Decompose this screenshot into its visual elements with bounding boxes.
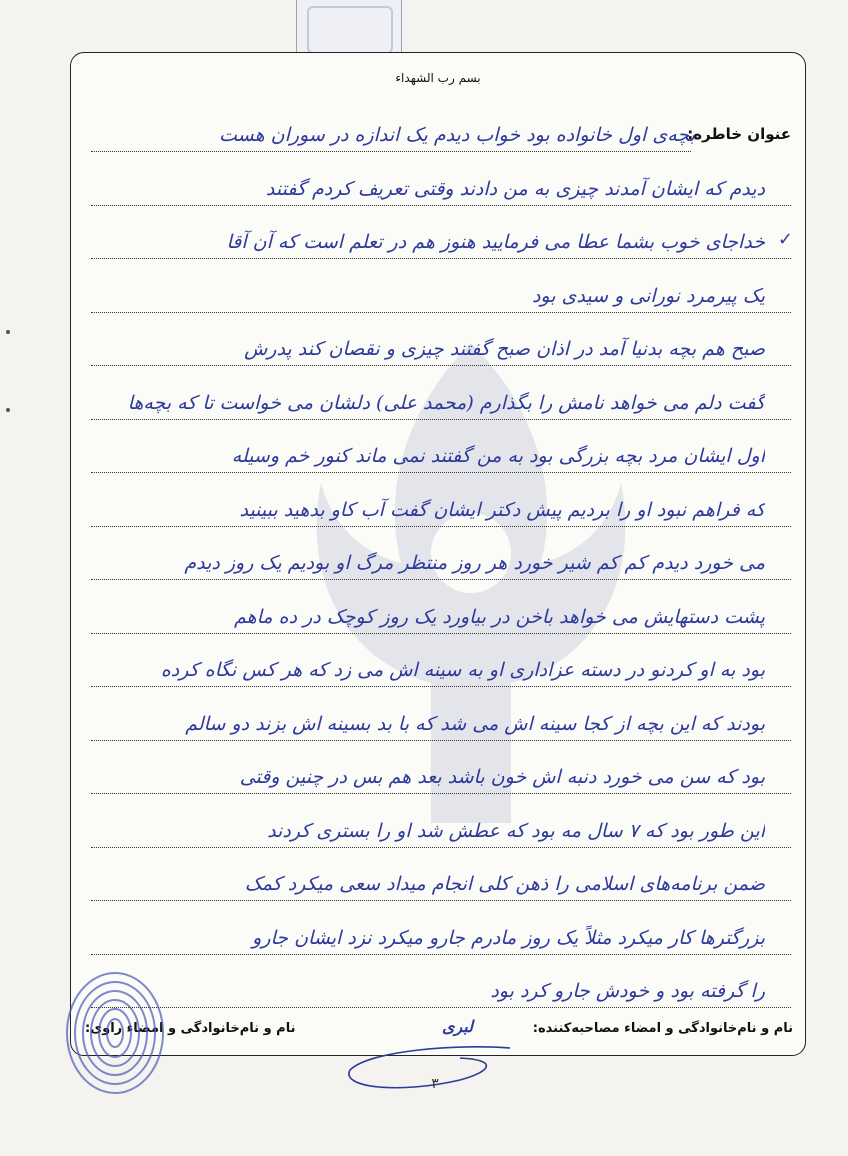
handwritten-line: خداجای خوب بشما عطا می فرمایید هنوز هم در تعلم است که آن آقا xyxy=(226,231,765,253)
punch-hole xyxy=(6,408,10,412)
ruled-line xyxy=(91,847,791,848)
ruled-line xyxy=(91,793,791,794)
handwritten-line: بزرگترها کار میکرد مثلاً یک روز مادرم جارو میکرد نزد ایشان جارو xyxy=(252,926,765,949)
ruled-line xyxy=(91,900,791,901)
ruled-line xyxy=(91,526,791,527)
handwritten-line: که فراهم نبود او را بردیم پیش دکتر ایشان گفت آب کاو بدهید ببینید xyxy=(239,498,765,521)
handwritten-line: یک پیرمرد نورانی و سیدی بود xyxy=(531,284,765,307)
stamp-mark xyxy=(307,6,393,54)
handwritten-line: می خورد دیدم کم کم شیر خورد هر روز منتظر مرگ او بودیم یک روز دیدم xyxy=(184,552,765,574)
punch-hole xyxy=(6,330,10,334)
handwritten-line: بود که سن می خورد دنبه اش خون باشد بعد هم بس در چنین وقتی xyxy=(239,766,765,788)
memoir-form xyxy=(70,52,806,1056)
handwritten-line: اول ایشان مرد بچه بزرگی بود به من گفتند نمی ماند کنور خم وسیله xyxy=(231,445,765,467)
ruled-line xyxy=(91,954,791,955)
interviewer-label: نام و نام‌خانوادگی و امضاء مصاحبه‌کننده: xyxy=(532,1021,793,1036)
ruled-line xyxy=(91,1007,791,1008)
ruled-line xyxy=(91,258,791,259)
handwritten-line: دیدم که ایشان آمدند چیزی به من دادند وقتی تعریف کردم گفتند xyxy=(265,177,765,200)
page-number: ۳ xyxy=(431,1076,439,1092)
ruled-line xyxy=(91,740,791,741)
ruled-line xyxy=(91,633,791,634)
handwritten-line: را گرفته بود و خودش جارو کرد بود xyxy=(490,980,765,1002)
ruled-line xyxy=(91,365,791,366)
topic-label: عنوان خاطره: xyxy=(687,125,791,143)
handwritten-line: بچه‌ی اول خانواده بود خواب دیدم یک اندازه در سوران هست xyxy=(218,124,695,146)
handwritten-line: ضمن برنامه‌های اسلامی را ذهن کلی انجام میداد سعی میکرد کمک xyxy=(244,873,765,895)
fingerprint xyxy=(60,968,170,1098)
check-mark-icon: ✓ xyxy=(777,229,793,250)
archive-stamp xyxy=(296,0,402,59)
handwritten-line: صبح هم بچه بدنیا آمد در اذان صبح گفتند چیزی و نقصان کند پدرش xyxy=(244,338,765,360)
handwritten-line: بود به او کردنو در دسته عزاداری او به سینه اش می زد که هر کس نگاه کرده xyxy=(160,659,765,681)
handwritten-line: گفت دلم می خواهد نامش را بگذارم (محمد علی) دلشان می خواست تا که بچه‌ها xyxy=(127,391,765,414)
ruled-line xyxy=(91,579,791,580)
handwritten-line: پشت دستهایش می خواهد باخن در بیاورد یک روز کوچک در ده ماهم xyxy=(233,605,765,628)
ruled-line xyxy=(91,151,691,152)
narrator-label: نام و نام‌خانوادگی و امضاء راوی: xyxy=(85,1021,296,1036)
handwritten-line: این طور بود که ۷ سال مه بود که عطش شد او را بستری کردند xyxy=(267,819,765,842)
handwritten-line: بودند که این بچه از کجا سینه اش می شد که با بد بسینه اش بزند دو سالم xyxy=(185,712,765,735)
ruled-line xyxy=(91,419,791,420)
ruled-line xyxy=(91,205,791,206)
ruled-line xyxy=(91,686,791,687)
ruled-line xyxy=(91,472,791,473)
ruled-line xyxy=(91,312,791,313)
interviewer-signature: لبری xyxy=(441,1017,473,1036)
page-title: بسم رب الشهداء xyxy=(395,71,481,85)
